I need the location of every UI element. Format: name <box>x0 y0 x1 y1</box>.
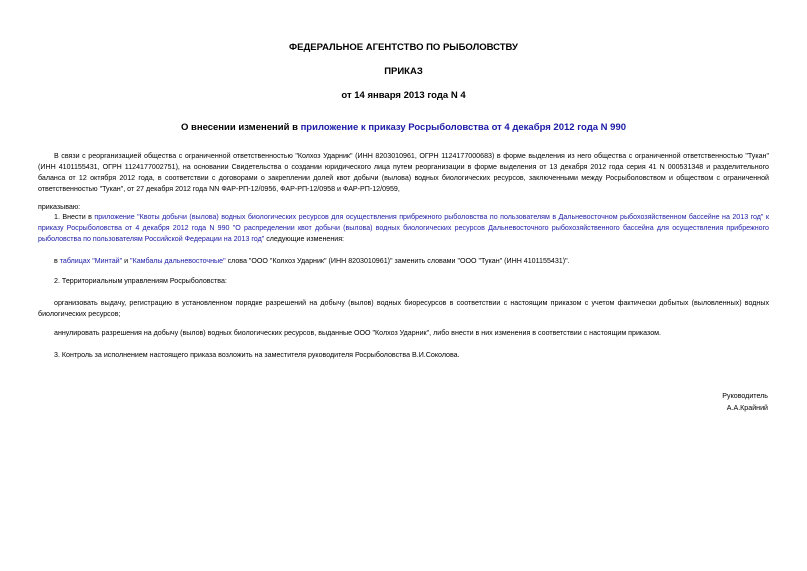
signature-position: Руководитель <box>722 392 768 400</box>
item1-block <box>38 212 769 245</box>
item3-paragraph: 3. Контроль за исполнением настоящего приказа возложить на заместителя руководителя Росрыболовства В.И.Соколова. <box>54 351 460 359</box>
item2a-block <box>38 298 769 320</box>
item1-paragraph <box>38 212 769 245</box>
agency-name: ФЕДЕРАЛЬНОЕ АГЕНТСТВО ПО РЫБОЛОВСТВУ <box>289 42 518 53</box>
signature-name: А.А.Крайний <box>726 404 768 412</box>
quota-appendix-link[interactable]: приложение "Квоты добычи (вылова) водных биологических ресурсов для осуществления прибрежного рыболовства по пользователям в Дальневосточном рыбохозяйственном бассейне на 2013 год" к приказу Росрыболовства от 4 декабря 2012 года N 990 "О распределении квот добычи (вылова) водных биологических ресурсов Дальневосточного рыбохозяйственного бассейна для осуществления прибрежного рыболовства по пользователям Российской Федерации на 2013 год" <box>38 213 769 243</box>
item2b-paragraph: аннулировать разрешения на добычу (вылов) водных биологических ресурсов, выданные ООО "Колхоз Ударник", либо внести в них изменения в соответствии с настоящим приказом. <box>54 329 662 337</box>
document-title <box>0 122 807 133</box>
item2a-paragraph: организовать выдачу, регистрацию в установленном порядке разрешений на добычу (вылов) водных биоресурсов в соответствии с настоящим приказом с учетом фактически добытых (выловленных) водных биологических ресурсов; <box>38 299 769 318</box>
item1a-paragraph <box>38 256 769 267</box>
item2b-block <box>38 328 769 339</box>
item2-paragraph: 2. Территориальным управлениям Росрыболовства: <box>54 277 227 285</box>
preamble-block <box>38 151 769 195</box>
table-mintai-link[interactable]: таблицах "Минтай" <box>59 257 123 265</box>
item2-block <box>38 276 769 287</box>
item1a-block <box>38 256 769 267</box>
document-type: ПРИКАЗ <box>384 66 423 77</box>
item1-text-end: следующие изменения: <box>264 235 345 243</box>
order-word: приказываю: <box>38 203 81 211</box>
item1a-text-3: слова "ООО "Колхоз Ударник" (ИНН 8203010961)" заменить словами "ООО "Тукан" (ИНН 4101155431)". <box>225 257 570 265</box>
item1a-text-2: и <box>122 257 131 265</box>
signature-block <box>722 390 768 414</box>
title-prefix: О внесении изменений в <box>180 122 301 133</box>
table-kambaly-link[interactable]: "Камбалы дальневосточные" <box>130 257 226 265</box>
item1-text-start: 1. Внести в <box>54 213 95 221</box>
item1a-text-1: в <box>54 257 60 265</box>
item3-block <box>38 350 769 361</box>
preamble-paragraph: В связи с реорганизацией общества с ограниченной ответственностью "Колхоз Ударник" (ИНН 8203010961, ОГРН 1124177000683) в форме выделения из него общества с ограниченной ответственностью "Тукан" (ИНН 4101155431, ОГРН 1124177002751), на основании Свидетельства о создании юридического лица путем реорганизации в форме выделения от 13 декабря 2012 года серия 41 N 000531348 и разделительного баланса от 12 октября 2012 года, в соответствии с договорами о закреплении долей квот добычи (вылова) водных биологических ресурсов, заключенными между Росрыболовством и обществом с ограниченной ответственностью "Тукан", от 27 декабря 2012 года NN ФАР-РП-12/0956, ФАР-РП-12/0958 и ФАР-РП-12/0959, <box>38 152 769 193</box>
title-link[interactable]: приложение к приказу Росрыболовства от 4 декабря 2012 года N 990 <box>300 122 627 133</box>
document-date-number: от 14 января 2013 года N 4 <box>341 90 466 101</box>
